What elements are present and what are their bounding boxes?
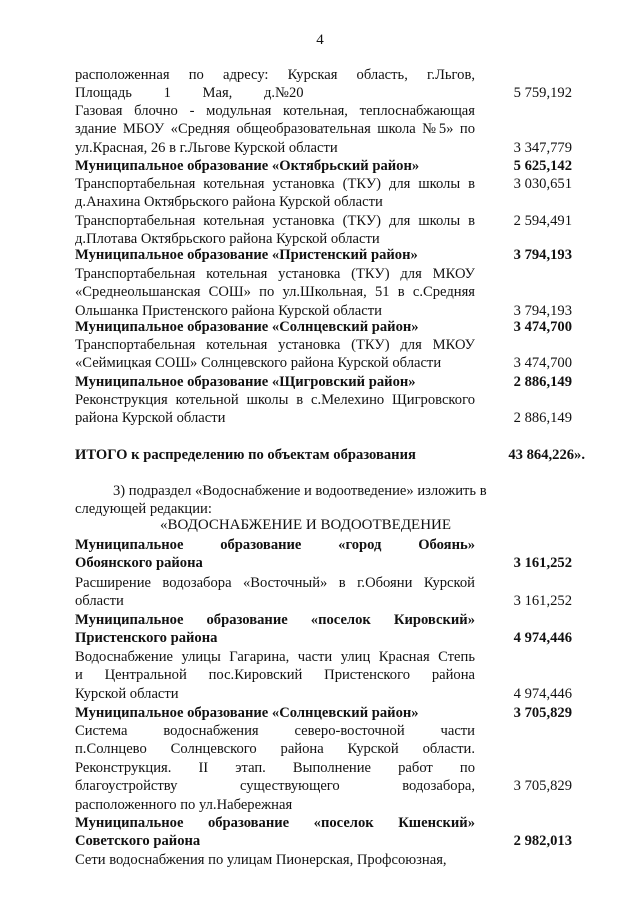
municipality-heading: Муниципальное образование «Солнцевский район»	[75, 319, 419, 335]
row-text-line: Расширение водозабора «Восточный» в г.Обояни Курской	[75, 575, 475, 591]
section-heading-text: «ВОДОСНАБЖЕНИЕ И ВОДООТВЕДЕНИЕ	[160, 517, 452, 533]
intro-line: следующей редакции:	[75, 501, 212, 518]
row-amount: 3 705,829	[513, 705, 572, 721]
row-text-line: Транспортабельная котельная установка (ТКУ) для МКОУ	[75, 266, 475, 282]
row-amount: 5 759,192	[513, 85, 572, 102]
municipality-heading: Советского района	[75, 833, 201, 850]
row-text-line: и Центральной пос.Кировский Пристенского района	[75, 667, 475, 684]
row-amount: 5 625,142	[513, 158, 572, 174]
row-amount: 3 474,700	[513, 319, 572, 335]
row-text-line: ул.Красная, 26 в г.Льгове Курской области	[75, 139, 338, 156]
row-text-line: п.Солнцево Солнцевского района Курской области.	[75, 741, 475, 758]
row-text-line: области	[75, 593, 124, 610]
row-text-line: д.Плотава Октябрьского района Курской области	[75, 231, 380, 248]
row-amount: 3 474,700	[513, 355, 572, 372]
row-text-line: Курской области	[75, 685, 179, 702]
row-text-line: Площадь 1 Мая, д.№20	[75, 85, 304, 102]
row-amount: 3 030,651	[513, 176, 572, 192]
row-amount: 4 974,446	[513, 630, 572, 647]
row-text-line: здание МБОУ «Средняя общеобразовательная школа №5» по	[75, 121, 475, 138]
municipality-heading: Обоянского района	[75, 555, 203, 572]
municipality-heading: Муниципальное образование «город Обоянь»	[75, 537, 475, 553]
total-amount: 43 864,226».	[508, 447, 585, 463]
intro-line: 3) подраздел «Водоснабжение и водоотведение» изложить в	[113, 483, 487, 499]
total-label: ИТОГО к распределению по объектам образования	[75, 447, 416, 463]
row-amount: 2 886,149	[513, 410, 572, 427]
row-amount: 3 347,779	[513, 139, 572, 156]
row-amount: 3 161,252	[513, 593, 572, 610]
row-amount: 2 982,013	[513, 833, 572, 850]
row-text-line: Транспортабельная котельная установка (ТКУ) для школы в	[75, 176, 475, 192]
row-text-line: Сети водоснабжения по улицам Пионерская, Профсоюзная,	[75, 852, 447, 868]
row-text-line: расположенного по ул.Набережная	[75, 796, 293, 813]
municipality-heading: Муниципальное образование «Пристенский район»	[75, 247, 418, 263]
row-text-line: «Сеймицкая СОШ» Солнцевского района Курской области	[75, 355, 442, 372]
row-text-line: Реконструкция. II этап. Выполнение работ по	[75, 759, 475, 776]
row-amount: 3 794,193	[513, 247, 572, 263]
row-text-line: Система водоснабжения северо-восточной части	[75, 723, 475, 739]
row-text-line: Транспортабельная котельная установка (ТКУ) для школы в	[75, 213, 475, 229]
municipality-heading: Пристенского района	[75, 630, 218, 647]
row-text-line: Газовая блочно - модульная котельная, теплоснабжающая	[75, 103, 475, 119]
row-amount: 3 705,829	[513, 778, 572, 795]
row-amount: 4 974,446	[513, 685, 572, 702]
row-text-line: Водоснабжение улицы Гагарина, части улиц Красная Степь	[75, 649, 475, 665]
row-amount: 3 794,193	[513, 302, 572, 319]
row-text-line: Ольшанка Пристенского района Курской области	[75, 302, 382, 319]
page-number: 4	[316, 32, 324, 48]
municipality-heading: Муниципальное образование «Октябрьский район»	[75, 158, 420, 174]
municipality-heading: Муниципальное образование «поселок Кировский»	[75, 612, 475, 628]
municipality-heading: Муниципальное образование «поселок Кшенский»	[75, 815, 475, 831]
row-text-line: Транспортабельная котельная установка (ТКУ) для МКОУ	[75, 337, 475, 353]
row-text-line: расположенная по адресу: Курская область, г.Льгов,	[75, 67, 475, 83]
row-amount: 2 594,491	[513, 213, 572, 229]
row-text-line: д.Анахина Октябрьского района Курской области	[75, 194, 383, 211]
row-amount: 3 161,252	[513, 555, 572, 572]
row-text-line: района Курской области	[75, 410, 226, 427]
municipality-heading: Муниципальное образование «Солнцевский район»	[75, 705, 419, 721]
municipality-heading: Муниципальное образование «Щигровский район»	[75, 374, 416, 390]
row-text-line: Реконструкция котельной школы в с.Мелехино Щигровского	[75, 392, 475, 408]
row-text-line: «Среднеольшанская СОШ» по ул.Школьная, 51 в с.Средняя	[75, 284, 475, 301]
row-text-line: благоустройству существующего водозабора,	[75, 778, 475, 795]
row-amount: 2 886,149	[513, 374, 572, 390]
